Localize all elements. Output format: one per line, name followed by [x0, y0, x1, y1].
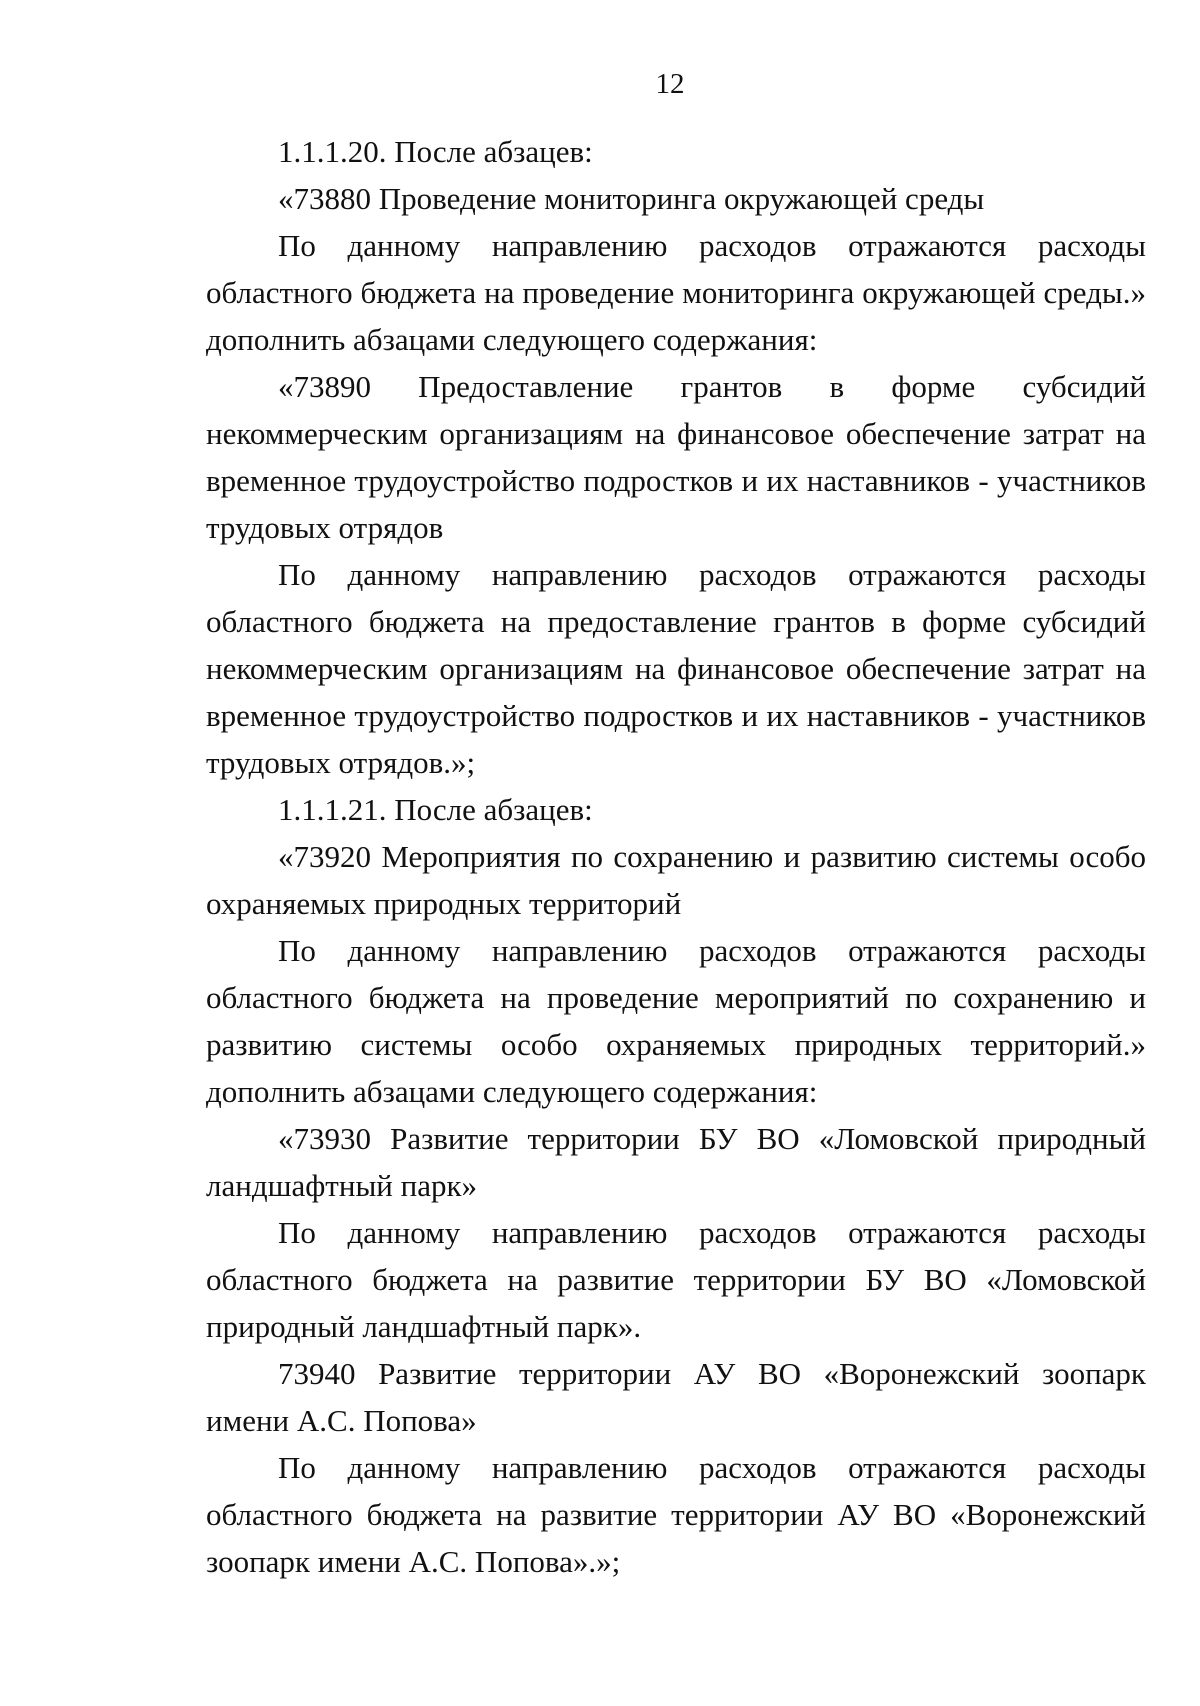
paragraph-73930-title: «73930 Развитие территории БУ ВО «Ломовской природный ландшафтный парк»	[206, 1121, 1146, 1203]
paragraph-1-1-1-21-heading: 1.1.1.21. После абзацев:	[278, 792, 593, 827]
paragraph-1-1-1-20-heading: 1.1.1.20. После абзацев:	[278, 134, 593, 169]
paragraph-73920-description: По данному направлению расходов отражаются расходы областного бюджета на проведение мероприятий по сохранению и развитию системы особо охраняемых природных территорий.» дополнить абзацами следующего содержания:	[206, 933, 1146, 1109]
page-number: 12	[655, 68, 685, 100]
paragraph-73890-title: «73890 Предоставление грантов в форме субсидий некоммерческим организациям на финансовое обеспечение затрат на временное трудоустройство подростков и их наставников - участников трудовых отрядов	[206, 369, 1146, 545]
document-body	[206, 128, 1146, 1585]
paragraph-73880-description: По данному направлению расходов отражаются расходы областного бюджета на проведение мониторинга окружающей среды.» дополнить абзацами следующего содержания:	[206, 228, 1146, 357]
paragraph-73890-description: По данному направлению расходов отражаются расходы областного бюджета на предоставление грантов в форме субсидий некоммерческим организациям на финансовое обеспечение затрат на временное трудоустройство подростков и их наставников - участников трудовых отрядов.»;	[206, 557, 1146, 780]
paragraph-73930-description: По данному направлению расходов отражаются расходы областного бюджета на развитие территории БУ ВО «Ломовской природный ландшафтный парк».	[206, 1215, 1146, 1344]
paragraph-73940-title: 73940 Развитие территории АУ ВО «Воронежский зоопарк имени А.С. Попова»	[206, 1356, 1146, 1438]
paragraph-73880-title: «73880 Проведение мониторинга окружающей среды	[278, 181, 985, 216]
paragraph-73940-description: По данному направлению расходов отражаются расходы областного бюджета на развитие территории АУ ВО «Воронежский зоопарк имени А.С. Попова».»;	[206, 1450, 1146, 1579]
paragraph-73920-title: «73920 Мероприятия по сохранению и развитию системы особо охраняемых природных территорий	[206, 839, 1146, 921]
